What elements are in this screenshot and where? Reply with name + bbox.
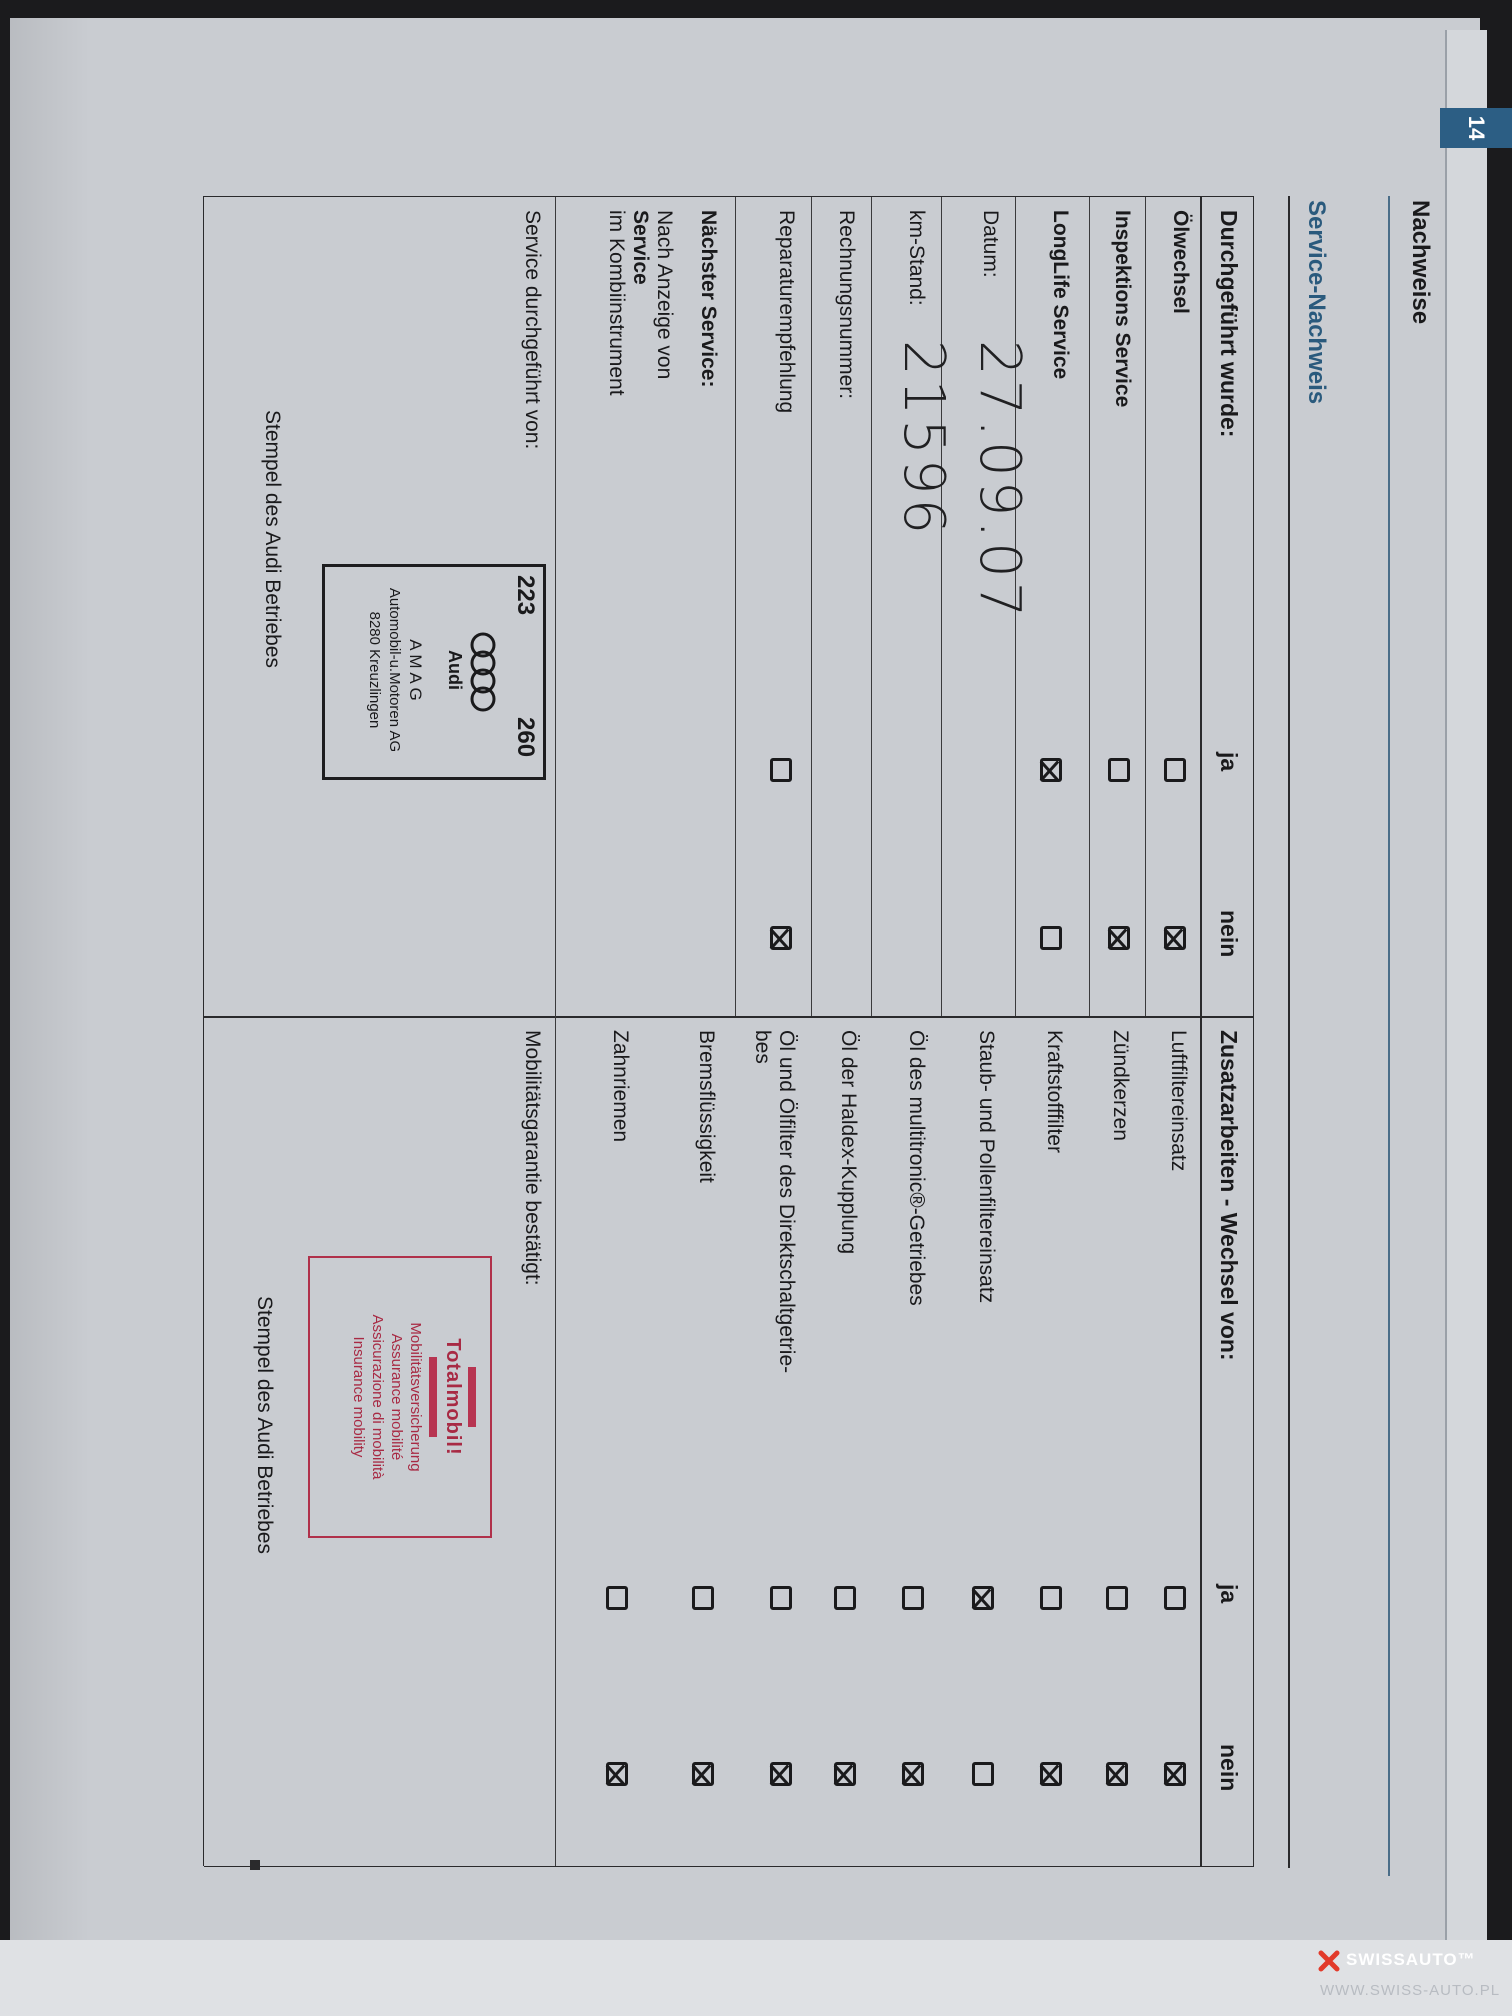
right-col-no: nein [1216, 1744, 1242, 1792]
luftfilter-no-checkbox[interactable] [1164, 1762, 1186, 1786]
row-direktschalt: Öl und Ölfilter des Direktschaltgetrie- [775, 1030, 798, 1374]
row-pollenfilter: Staub- und Pollenfiltereinsatz [975, 1030, 998, 1304]
row-haldex: Öl der Haldex-Kupplung [837, 1030, 860, 1255]
stamp-bar [468, 1367, 476, 1427]
zahnriemen-yes-checkbox[interactable] [606, 1586, 628, 1610]
left-col-no: nein [1216, 910, 1242, 958]
multitronic-yes-checkbox[interactable] [902, 1586, 924, 1610]
haldex-no-checkbox[interactable] [834, 1762, 856, 1786]
zahnriemen-no-checkbox[interactable] [606, 1762, 628, 1786]
service-by-label: Service durchgeführt von: [521, 210, 544, 450]
row-longlife: LongLife Service [1049, 210, 1072, 380]
oelwechsel-no-checkbox[interactable] [1164, 926, 1186, 950]
left-stamp-caption: Stempel des Audi Betriebes [261, 410, 284, 668]
stamp-bar [429, 1357, 437, 1437]
title-rule [1288, 196, 1290, 1868]
row-bremsfluessigkeit: Bremsflüssigkeit [695, 1030, 718, 1183]
end-marker-icon [250, 1860, 260, 1870]
audi-rings-icon [469, 631, 497, 715]
datum-label: Datum: [979, 210, 1002, 278]
right-col-yes: ja [1216, 1584, 1242, 1604]
pollenfilter-yes-checkbox[interactable] [972, 1586, 994, 1610]
longlife-no-checkbox[interactable] [1040, 926, 1062, 950]
luftfilter-yes-checkbox[interactable] [1164, 1586, 1186, 1610]
stamp-code-left: 223 [512, 575, 539, 616]
reparatur-label: Reparaturempfehlung [775, 210, 798, 414]
kraftstofffilter-no-checkbox[interactable] [1040, 1762, 1062, 1786]
row-inspektion: Inspektions Service [1111, 210, 1134, 408]
page-title: Service-Nachweis [1303, 200, 1330, 405]
left-table-top [1253, 196, 1254, 1016]
swissauto-logo-icon [1318, 1950, 1340, 1972]
table-right-edge [204, 1866, 1254, 1867]
mobility-stamp [308, 1256, 492, 1538]
row-zuendkerzen: Zündkerzen [1109, 1030, 1132, 1141]
inspektion-no-checkbox[interactable] [1108, 926, 1130, 950]
row-divider [811, 196, 812, 1016]
next-line-2: Service [629, 210, 652, 285]
watermark-brand: SWISSAUTO™ [1346, 1950, 1476, 1969]
zuendkerzen-no-checkbox[interactable] [1106, 1762, 1128, 1786]
column-divider [204, 1016, 1254, 1018]
multitronic-no-checkbox[interactable] [902, 1762, 924, 1786]
row-zahnriemen: Zahnriemen [609, 1030, 632, 1143]
reparatur-no-checkbox[interactable] [770, 926, 792, 950]
direktschalt-no-checkbox[interactable] [770, 1762, 792, 1786]
oelwechsel-yes-checkbox[interactable] [1164, 758, 1186, 782]
pollenfilter-no-checkbox[interactable] [972, 1762, 994, 1786]
rechnung-label: Rechnungsnummer: [835, 210, 858, 400]
zuendkerzen-yes-checkbox[interactable] [1106, 1586, 1128, 1610]
row-divider [1145, 196, 1146, 1016]
right-header-rule [1200, 1016, 1202, 1866]
row-luftfilter: Luftfiltereinsatz [1167, 1030, 1190, 1172]
right-stamp-caption: Stempel des Audi Betriebes [253, 1296, 276, 1554]
row-divider [941, 196, 942, 1016]
mobility-stamp-line2: Assurance mobilité [388, 1333, 405, 1461]
inspektion-yes-checkbox[interactable] [1108, 758, 1130, 782]
right-header-label: Zusatzarbeiten - Wechsel von: [1216, 1030, 1242, 1361]
km-label: km-Stand: [905, 210, 928, 306]
reparatur-yes-checkbox[interactable] [770, 758, 792, 782]
left-header-label: Durchgeführt wurde: [1216, 210, 1242, 438]
mobility-stamp-line3: Assicurazione di mobilità [369, 1314, 386, 1480]
watermark-url: WWW.SWISS-AUTO.PL [1320, 1982, 1501, 1999]
stamp-name: A M A G [406, 639, 425, 701]
mobility-label: Mobilitätsgarantie bestätigt: [521, 1030, 544, 1286]
next-service-label: Nächster Service: [697, 210, 720, 388]
row-oelwechsel: Ölwechsel [1169, 210, 1192, 314]
longlife-yes-checkbox[interactable] [1040, 758, 1062, 782]
right-table-top [1253, 1016, 1254, 1866]
direktschalt-yes-checkbox[interactable] [770, 1586, 792, 1610]
table-left-edge [204, 196, 1254, 197]
next-line-3: im Kombiinstrument [605, 210, 628, 396]
km-value[interactable]: 21596 [891, 340, 956, 539]
mobility-stamp-line4: Insurance mobility [350, 1336, 367, 1458]
dealer-stamp [322, 564, 546, 780]
page-number-tab: 14 [1440, 108, 1512, 148]
row-divider [555, 1016, 556, 1866]
bremsfluessigkeit-no-checkbox[interactable] [692, 1762, 714, 1786]
row-kraftstofffilter: Kraftstofffilter [1043, 1030, 1066, 1153]
row-divider [1089, 196, 1090, 1016]
row-divider [735, 196, 736, 1016]
stamp-code-right: 260 [512, 717, 539, 758]
row-divider [555, 196, 556, 1016]
haldex-yes-checkbox[interactable] [834, 1586, 856, 1610]
left-col-yes: ja [1216, 752, 1242, 772]
row-multitronic: Öl des multitronic®-Getriebes [905, 1030, 928, 1306]
section-title: Nachweise [1407, 200, 1434, 325]
next-line-1: Nach Anzeige von [653, 210, 676, 380]
datum-value[interactable]: 27.09.07 [967, 340, 1032, 622]
stamp-city: 8280 Kreuzlingen [366, 611, 383, 729]
bremsfluessigkeit-yes-checkbox[interactable] [692, 1586, 714, 1610]
header-rule [1388, 196, 1390, 1876]
row-divider [871, 196, 872, 1016]
mobility-stamp-title: Totalmobil! [442, 1338, 464, 1456]
kraftstofffilter-yes-checkbox[interactable] [1040, 1586, 1062, 1610]
stamp-brand: Audi [445, 650, 465, 690]
row-direktschalt-cont: bes [751, 1030, 774, 1064]
left-header-rule [1200, 196, 1202, 1016]
mobility-stamp-line1: Mobilitätsversicherung [407, 1322, 424, 1472]
table-bottom [203, 196, 204, 1866]
stamp-company: Automobil-u.Motoren AG [386, 587, 403, 753]
